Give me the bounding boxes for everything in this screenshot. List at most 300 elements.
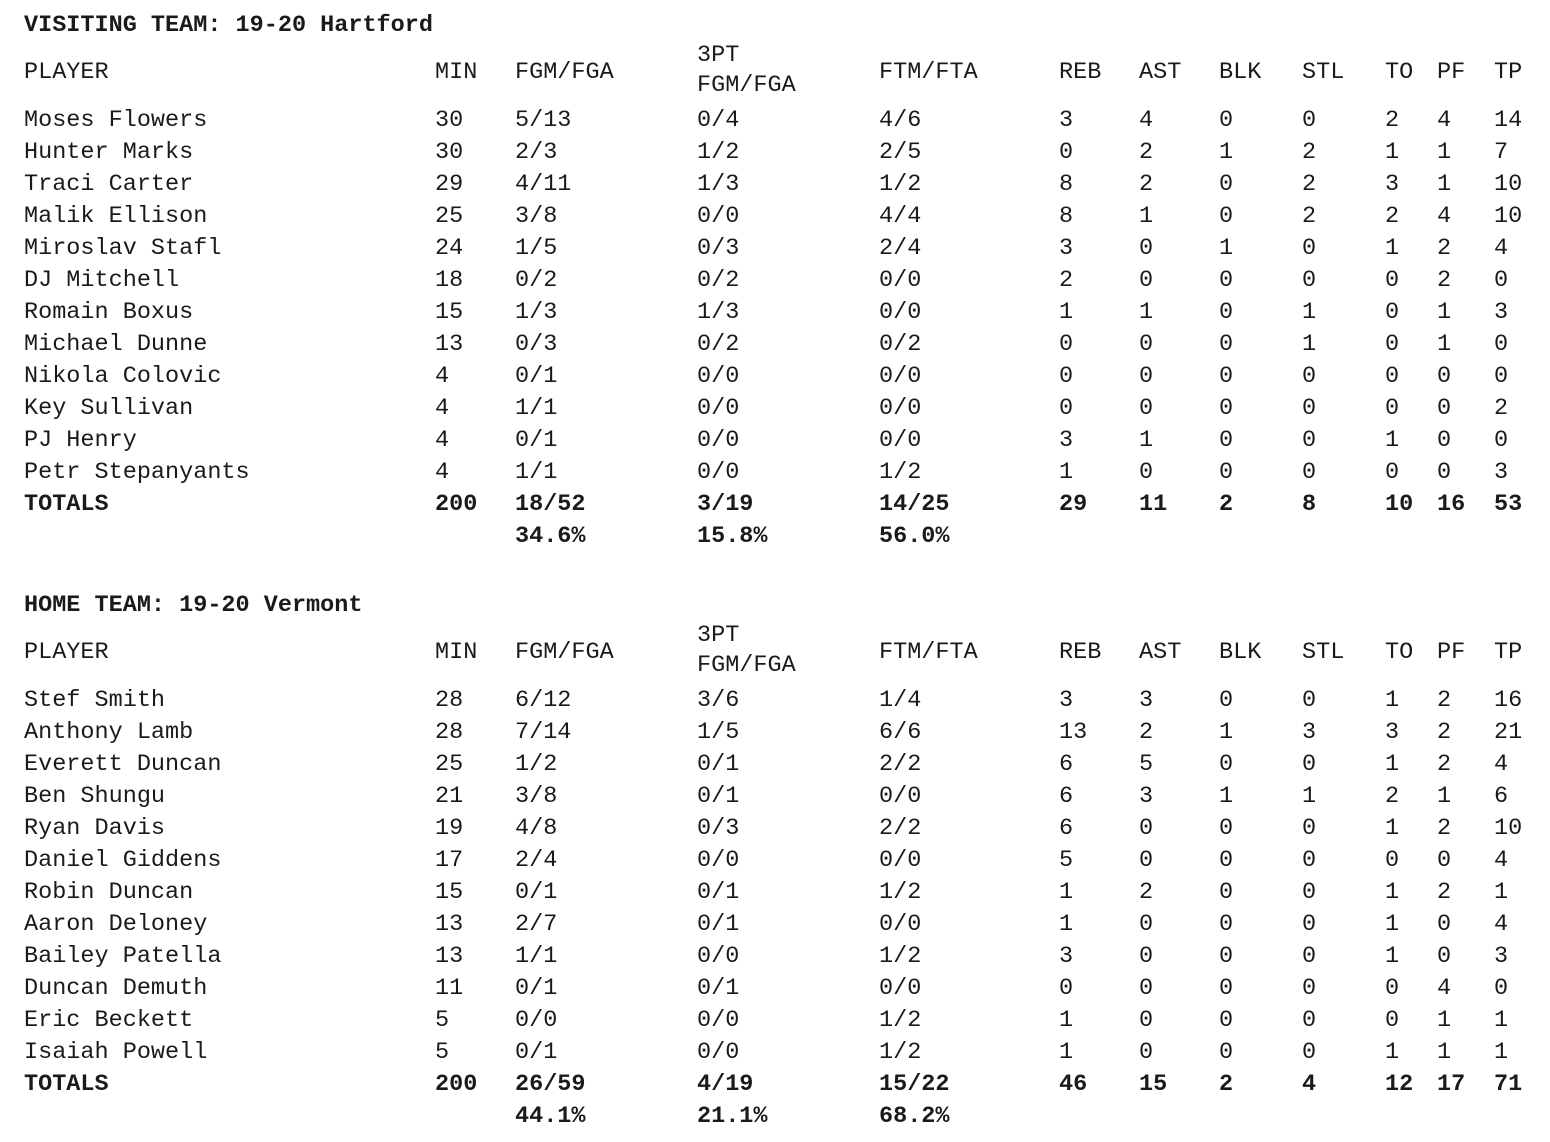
stat-3pt: 0/3 bbox=[697, 815, 740, 842]
stat-fg: 0/1 bbox=[515, 363, 558, 390]
stat-fg: 1/3 bbox=[515, 299, 558, 326]
stat-3pt: 0/1 bbox=[697, 975, 740, 1002]
player-name: Key Sullivan bbox=[24, 395, 194, 422]
totals-label: TOTALS bbox=[24, 491, 109, 518]
stat-to: 0 bbox=[1385, 1007, 1400, 1034]
stat-3pt: 0/0 bbox=[697, 203, 740, 230]
stat-ast: 0 bbox=[1139, 1007, 1154, 1034]
stat-blk: 0 bbox=[1219, 687, 1234, 714]
stat-pf: 0 bbox=[1437, 943, 1452, 970]
table-row bbox=[0, 781, 1550, 813]
stat-reb: 13 bbox=[1059, 719, 1088, 746]
col-3pt-top: 3PT bbox=[697, 622, 740, 649]
stat-ast: 0 bbox=[1139, 1039, 1154, 1066]
player-name: Isaiah Powell bbox=[24, 1039, 208, 1066]
stat-tp: 3 bbox=[1494, 459, 1509, 486]
stat-stl: 0 bbox=[1302, 975, 1317, 1002]
stat-min: 25 bbox=[435, 203, 464, 230]
stat-pf: 2 bbox=[1437, 879, 1452, 906]
stat-stl: 2 bbox=[1302, 171, 1317, 198]
stat-min: 13 bbox=[435, 943, 464, 970]
table-row bbox=[0, 329, 1550, 361]
stat-stl: 2 bbox=[1302, 203, 1317, 230]
stat-reb: 8 bbox=[1059, 203, 1074, 230]
stat-min: 11 bbox=[435, 975, 464, 1002]
table-row bbox=[0, 361, 1550, 393]
total-3pt: 3/19 bbox=[697, 491, 754, 518]
stat-ast: 1 bbox=[1139, 203, 1154, 230]
stat-fg: 1/1 bbox=[515, 459, 558, 486]
stat-to: 1 bbox=[1385, 235, 1400, 262]
stat-fg: 4/8 bbox=[515, 815, 558, 842]
stat-pf: 1 bbox=[1437, 783, 1452, 810]
percentage-row bbox=[0, 521, 1550, 553]
stat-stl: 3 bbox=[1302, 719, 1317, 746]
player-name: Ben Shungu bbox=[24, 783, 166, 810]
table-row bbox=[0, 169, 1550, 201]
stat-pf: 2 bbox=[1437, 267, 1452, 294]
stat-ft: 0/0 bbox=[879, 267, 922, 294]
stat-fg: 0/1 bbox=[515, 879, 558, 906]
stat-blk: 0 bbox=[1219, 267, 1234, 294]
stat-stl: 0 bbox=[1302, 847, 1317, 874]
col-3pt-bottom: FGM/FGA bbox=[697, 652, 796, 679]
stat-ast: 2 bbox=[1139, 879, 1154, 906]
stat-tp: 1 bbox=[1494, 1007, 1509, 1034]
stat-pf: 0 bbox=[1437, 395, 1452, 422]
stat-3pt: 0/1 bbox=[697, 911, 740, 938]
stat-ft: 0/0 bbox=[879, 975, 922, 1002]
stat-reb: 1 bbox=[1059, 1007, 1074, 1034]
total-ast: 15 bbox=[1139, 1071, 1168, 1098]
stat-3pt: 1/3 bbox=[697, 299, 740, 326]
col-3pt bbox=[697, 41, 796, 101]
stat-3pt: 1/2 bbox=[697, 139, 740, 166]
total-min: 200 bbox=[435, 491, 478, 518]
stat-3pt: 0/2 bbox=[697, 331, 740, 358]
stat-pf: 2 bbox=[1437, 751, 1452, 778]
player-name: Hunter Marks bbox=[24, 139, 194, 166]
total-stl: 8 bbox=[1302, 491, 1317, 518]
stat-ft: 0/0 bbox=[879, 911, 922, 938]
stat-pf: 1 bbox=[1437, 139, 1452, 166]
stat-to: 2 bbox=[1385, 203, 1400, 230]
stat-ast: 0 bbox=[1139, 235, 1154, 262]
stat-ft: 0/2 bbox=[879, 331, 922, 358]
stat-ast: 1 bbox=[1139, 299, 1154, 326]
stat-ft: 0/0 bbox=[879, 847, 922, 874]
player-name: Michael Dunne bbox=[24, 331, 208, 358]
table-row bbox=[0, 941, 1550, 973]
percentage-row bbox=[0, 1101, 1550, 1133]
total-3pt: 4/19 bbox=[697, 1071, 754, 1098]
stat-blk: 0 bbox=[1219, 815, 1234, 842]
stat-stl: 0 bbox=[1302, 815, 1317, 842]
stat-3pt: 0/0 bbox=[697, 943, 740, 970]
stat-min: 4 bbox=[435, 363, 450, 390]
stat-stl: 0 bbox=[1302, 363, 1317, 390]
table-row bbox=[0, 393, 1550, 425]
stat-min: 19 bbox=[435, 815, 464, 842]
stat-pf: 4 bbox=[1437, 975, 1452, 1002]
stat-stl: 1 bbox=[1302, 331, 1317, 358]
stat-to: 2 bbox=[1385, 783, 1400, 810]
stat-ast: 5 bbox=[1139, 751, 1154, 778]
ft-percentage: 56.0% bbox=[879, 523, 950, 550]
stat-ft: 1/2 bbox=[879, 171, 922, 198]
stat-to: 0 bbox=[1385, 267, 1400, 294]
stat-ast: 3 bbox=[1139, 687, 1154, 714]
col-min: MIN bbox=[435, 639, 478, 666]
stat-pf: 2 bbox=[1437, 687, 1452, 714]
player-name: Daniel Giddens bbox=[24, 847, 222, 874]
stat-ast: 0 bbox=[1139, 975, 1154, 1002]
ft-percentage: 68.2% bbox=[879, 1103, 950, 1130]
stat-3pt: 0/0 bbox=[697, 363, 740, 390]
stat-tp: 10 bbox=[1494, 171, 1523, 198]
stat-to: 3 bbox=[1385, 719, 1400, 746]
stat-reb: 8 bbox=[1059, 171, 1074, 198]
stat-ast: 0 bbox=[1139, 267, 1154, 294]
stat-pf: 1 bbox=[1437, 299, 1452, 326]
stat-fg: 1/1 bbox=[515, 943, 558, 970]
stat-pf: 0 bbox=[1437, 847, 1452, 874]
col-ft: FTM/FTA bbox=[879, 59, 978, 86]
stat-stl: 1 bbox=[1302, 783, 1317, 810]
player-name: Aaron Deloney bbox=[24, 911, 208, 938]
stat-blk: 1 bbox=[1219, 783, 1234, 810]
table-row bbox=[0, 265, 1550, 297]
stat-reb: 0 bbox=[1059, 331, 1074, 358]
table-row bbox=[0, 297, 1550, 329]
stat-reb: 0 bbox=[1059, 395, 1074, 422]
stat-min: 15 bbox=[435, 879, 464, 906]
total-blk: 2 bbox=[1219, 1071, 1234, 1098]
stat-fg: 2/4 bbox=[515, 847, 558, 874]
stat-tp: 4 bbox=[1494, 751, 1509, 778]
stat-blk: 0 bbox=[1219, 879, 1234, 906]
stat-ft: 0/0 bbox=[879, 395, 922, 422]
stat-stl: 0 bbox=[1302, 395, 1317, 422]
col-blk: BLK bbox=[1219, 59, 1262, 86]
total-ft: 15/22 bbox=[879, 1071, 950, 1098]
stat-fg: 3/8 bbox=[515, 783, 558, 810]
col-blk: BLK bbox=[1219, 639, 1262, 666]
player-name: Everett Duncan bbox=[24, 751, 222, 778]
stat-blk: 0 bbox=[1219, 203, 1234, 230]
stat-ft: 0/0 bbox=[879, 363, 922, 390]
player-name: Miroslav Stafl bbox=[24, 235, 222, 262]
col-min: MIN bbox=[435, 59, 478, 86]
table-row bbox=[0, 845, 1550, 877]
player-name: Petr Stepanyants bbox=[24, 459, 250, 486]
total-fg: 18/52 bbox=[515, 491, 586, 518]
total-stl: 4 bbox=[1302, 1071, 1317, 1098]
stat-ast: 2 bbox=[1139, 171, 1154, 198]
stat-ft: 1/2 bbox=[879, 1007, 922, 1034]
total-pf: 17 bbox=[1437, 1071, 1466, 1098]
col-player: PLAYER bbox=[24, 639, 109, 666]
stat-tp: 0 bbox=[1494, 331, 1509, 358]
stat-fg: 0/1 bbox=[515, 427, 558, 454]
stat-stl: 0 bbox=[1302, 1007, 1317, 1034]
total-reb: 29 bbox=[1059, 491, 1088, 518]
stat-to: 1 bbox=[1385, 687, 1400, 714]
stat-ft: 0/0 bbox=[879, 299, 922, 326]
stat-min: 29 bbox=[435, 171, 464, 198]
stat-min: 4 bbox=[435, 459, 450, 486]
total-reb: 46 bbox=[1059, 1071, 1088, 1098]
stat-blk: 0 bbox=[1219, 331, 1234, 358]
stat-3pt: 0/1 bbox=[697, 783, 740, 810]
stat-min: 13 bbox=[435, 331, 464, 358]
stat-fg: 4/11 bbox=[515, 171, 572, 198]
stat-fg: 7/14 bbox=[515, 719, 572, 746]
stat-pf: 4 bbox=[1437, 107, 1452, 134]
player-name: Stef Smith bbox=[24, 687, 166, 714]
stat-blk: 0 bbox=[1219, 363, 1234, 390]
stat-ft: 2/2 bbox=[879, 751, 922, 778]
total-tp: 71 bbox=[1494, 1071, 1523, 1098]
stat-3pt: 0/1 bbox=[697, 751, 740, 778]
table-row bbox=[0, 877, 1550, 909]
stat-ast: 2 bbox=[1139, 719, 1154, 746]
table-row bbox=[0, 685, 1550, 717]
stat-ft: 1/2 bbox=[879, 459, 922, 486]
col-3pt bbox=[697, 621, 796, 681]
stat-min: 24 bbox=[435, 235, 464, 262]
stat-ast: 1 bbox=[1139, 427, 1154, 454]
total-ast: 11 bbox=[1139, 491, 1168, 518]
stat-tp: 7 bbox=[1494, 139, 1509, 166]
stat-blk: 0 bbox=[1219, 1039, 1234, 1066]
stat-blk: 1 bbox=[1219, 139, 1234, 166]
visiting-column-header-row bbox=[0, 42, 1550, 99]
stat-fg: 2/7 bbox=[515, 911, 558, 938]
stat-reb: 1 bbox=[1059, 459, 1074, 486]
player-name: Duncan Demuth bbox=[24, 975, 208, 1002]
stat-reb: 3 bbox=[1059, 235, 1074, 262]
table-row bbox=[0, 717, 1550, 749]
stat-blk: 0 bbox=[1219, 299, 1234, 326]
table-row bbox=[0, 201, 1550, 233]
col-to: TO bbox=[1385, 59, 1414, 86]
stat-tp: 16 bbox=[1494, 687, 1523, 714]
col-ft: FTM/FTA bbox=[879, 639, 978, 666]
total-tp: 53 bbox=[1494, 491, 1523, 518]
stat-3pt: 0/0 bbox=[697, 1007, 740, 1034]
stat-to: 1 bbox=[1385, 427, 1400, 454]
3pt-percentage: 15.8% bbox=[697, 523, 768, 550]
stat-stl: 0 bbox=[1302, 751, 1317, 778]
stat-ast: 0 bbox=[1139, 847, 1154, 874]
stat-3pt: 0/1 bbox=[697, 879, 740, 906]
stat-blk: 1 bbox=[1219, 719, 1234, 746]
stat-3pt: 0/4 bbox=[697, 107, 740, 134]
stat-fg: 2/3 bbox=[515, 139, 558, 166]
stat-fg: 0/1 bbox=[515, 1039, 558, 1066]
player-name: Malik Ellison bbox=[24, 203, 208, 230]
stat-ft: 1/2 bbox=[879, 1039, 922, 1066]
stat-reb: 1 bbox=[1059, 879, 1074, 906]
table-row bbox=[0, 233, 1550, 265]
stat-stl: 0 bbox=[1302, 459, 1317, 486]
stat-tp: 10 bbox=[1494, 815, 1523, 842]
stat-ft: 0/0 bbox=[879, 427, 922, 454]
stat-ft: 6/6 bbox=[879, 719, 922, 746]
stat-pf: 1 bbox=[1437, 171, 1452, 198]
stat-pf: 0 bbox=[1437, 911, 1452, 938]
stat-min: 4 bbox=[435, 395, 450, 422]
stat-ast: 0 bbox=[1139, 459, 1154, 486]
stat-fg: 6/12 bbox=[515, 687, 572, 714]
stat-reb: 0 bbox=[1059, 139, 1074, 166]
stat-ft: 4/6 bbox=[879, 107, 922, 134]
stat-min: 13 bbox=[435, 911, 464, 938]
col-tp: TP bbox=[1494, 59, 1523, 86]
table-row bbox=[0, 973, 1550, 1005]
stat-reb: 3 bbox=[1059, 427, 1074, 454]
stat-fg: 3/8 bbox=[515, 203, 558, 230]
stat-tp: 3 bbox=[1494, 299, 1509, 326]
stat-blk: 0 bbox=[1219, 395, 1234, 422]
fg-percentage: 34.6% bbox=[515, 523, 586, 550]
stat-stl: 0 bbox=[1302, 107, 1317, 134]
stat-ft: 0/0 bbox=[879, 783, 922, 810]
stat-blk: 1 bbox=[1219, 235, 1234, 262]
stat-3pt: 0/2 bbox=[697, 267, 740, 294]
stat-stl: 0 bbox=[1302, 1039, 1317, 1066]
stat-min: 25 bbox=[435, 751, 464, 778]
stat-blk: 0 bbox=[1219, 171, 1234, 198]
stat-to: 1 bbox=[1385, 943, 1400, 970]
stat-to: 1 bbox=[1385, 879, 1400, 906]
col-reb: REB bbox=[1059, 639, 1102, 666]
stat-tp: 10 bbox=[1494, 203, 1523, 230]
stat-to: 0 bbox=[1385, 975, 1400, 1002]
col-tp: TP bbox=[1494, 639, 1523, 666]
player-name: Anthony Lamb bbox=[24, 719, 194, 746]
stat-to: 1 bbox=[1385, 751, 1400, 778]
stat-ast: 3 bbox=[1139, 783, 1154, 810]
col-stl: STL bbox=[1302, 639, 1345, 666]
stat-pf: 0 bbox=[1437, 363, 1452, 390]
player-name: Robin Duncan bbox=[24, 879, 194, 906]
stat-tp: 2 bbox=[1494, 395, 1509, 422]
stat-stl: 0 bbox=[1302, 911, 1317, 938]
stat-3pt: 0/0 bbox=[697, 427, 740, 454]
stat-to: 0 bbox=[1385, 331, 1400, 358]
table-row bbox=[0, 1005, 1550, 1037]
stat-stl: 0 bbox=[1302, 879, 1317, 906]
stat-ft: 2/5 bbox=[879, 139, 922, 166]
stat-blk: 0 bbox=[1219, 1007, 1234, 1034]
stat-pf: 2 bbox=[1437, 719, 1452, 746]
stat-stl: 0 bbox=[1302, 943, 1317, 970]
stat-stl: 0 bbox=[1302, 427, 1317, 454]
total-fg: 26/59 bbox=[515, 1071, 586, 1098]
stat-to: 0 bbox=[1385, 363, 1400, 390]
totals-label: TOTALS bbox=[24, 1071, 109, 1098]
stat-ast: 2 bbox=[1139, 139, 1154, 166]
stat-min: 17 bbox=[435, 847, 464, 874]
stat-to: 0 bbox=[1385, 299, 1400, 326]
stat-reb: 0 bbox=[1059, 975, 1074, 1002]
col-3pt-bottom: FGM/FGA bbox=[697, 72, 796, 99]
stat-3pt: 1/3 bbox=[697, 171, 740, 198]
totals-row bbox=[0, 489, 1550, 521]
stat-fg: 1/5 bbox=[515, 235, 558, 262]
player-name: Ryan Davis bbox=[24, 815, 166, 842]
stat-fg: 0/3 bbox=[515, 331, 558, 358]
home-team-header: HOME TEAM: 19-20 Vermont bbox=[24, 592, 363, 619]
stat-tp: 4 bbox=[1494, 847, 1509, 874]
stat-min: 30 bbox=[435, 107, 464, 134]
table-row bbox=[0, 137, 1550, 169]
col-stl: STL bbox=[1302, 59, 1345, 86]
stat-pf: 2 bbox=[1437, 235, 1452, 262]
stat-reb: 6 bbox=[1059, 783, 1074, 810]
stat-reb: 0 bbox=[1059, 363, 1074, 390]
stat-reb: 5 bbox=[1059, 847, 1074, 874]
stat-tp: 4 bbox=[1494, 911, 1509, 938]
stat-pf: 4 bbox=[1437, 203, 1452, 230]
visiting-team-header: VISITING TEAM: 19-20 Hartford bbox=[24, 12, 433, 39]
stat-min: 5 bbox=[435, 1007, 450, 1034]
col-fg: FGM/FGA bbox=[515, 639, 614, 666]
col-reb: REB bbox=[1059, 59, 1102, 86]
stat-stl: 0 bbox=[1302, 235, 1317, 262]
home-column-header-row bbox=[0, 622, 1550, 679]
stat-stl: 1 bbox=[1302, 299, 1317, 326]
stat-ft: 1/2 bbox=[879, 879, 922, 906]
total-pf: 16 bbox=[1437, 491, 1466, 518]
total-blk: 2 bbox=[1219, 491, 1234, 518]
stat-reb: 6 bbox=[1059, 751, 1074, 778]
stat-ast: 0 bbox=[1139, 911, 1154, 938]
stat-stl: 2 bbox=[1302, 139, 1317, 166]
stat-blk: 0 bbox=[1219, 911, 1234, 938]
col-pf: PF bbox=[1437, 59, 1466, 86]
col-pf: PF bbox=[1437, 639, 1466, 666]
stat-stl: 0 bbox=[1302, 267, 1317, 294]
totals-row bbox=[0, 1069, 1550, 1101]
stat-min: 15 bbox=[435, 299, 464, 326]
stat-ast: 0 bbox=[1139, 395, 1154, 422]
stat-to: 0 bbox=[1385, 847, 1400, 874]
stat-ast: 0 bbox=[1139, 363, 1154, 390]
stat-pf: 0 bbox=[1437, 459, 1452, 486]
stat-fg: 1/2 bbox=[515, 751, 558, 778]
total-ft: 14/25 bbox=[879, 491, 950, 518]
total-to: 12 bbox=[1385, 1071, 1414, 1098]
stat-to: 1 bbox=[1385, 139, 1400, 166]
stat-reb: 1 bbox=[1059, 911, 1074, 938]
stat-blk: 0 bbox=[1219, 943, 1234, 970]
stat-ft: 4/4 bbox=[879, 203, 922, 230]
stat-tp: 0 bbox=[1494, 975, 1509, 1002]
stat-3pt: 3/6 bbox=[697, 687, 740, 714]
stat-tp: 3 bbox=[1494, 943, 1509, 970]
stat-reb: 3 bbox=[1059, 687, 1074, 714]
stat-3pt: 0/0 bbox=[697, 847, 740, 874]
stat-min: 28 bbox=[435, 719, 464, 746]
stat-to: 1 bbox=[1385, 815, 1400, 842]
stat-tp: 6 bbox=[1494, 783, 1509, 810]
stat-tp: 0 bbox=[1494, 427, 1509, 454]
stat-reb: 2 bbox=[1059, 267, 1074, 294]
stat-3pt: 0/0 bbox=[697, 395, 740, 422]
